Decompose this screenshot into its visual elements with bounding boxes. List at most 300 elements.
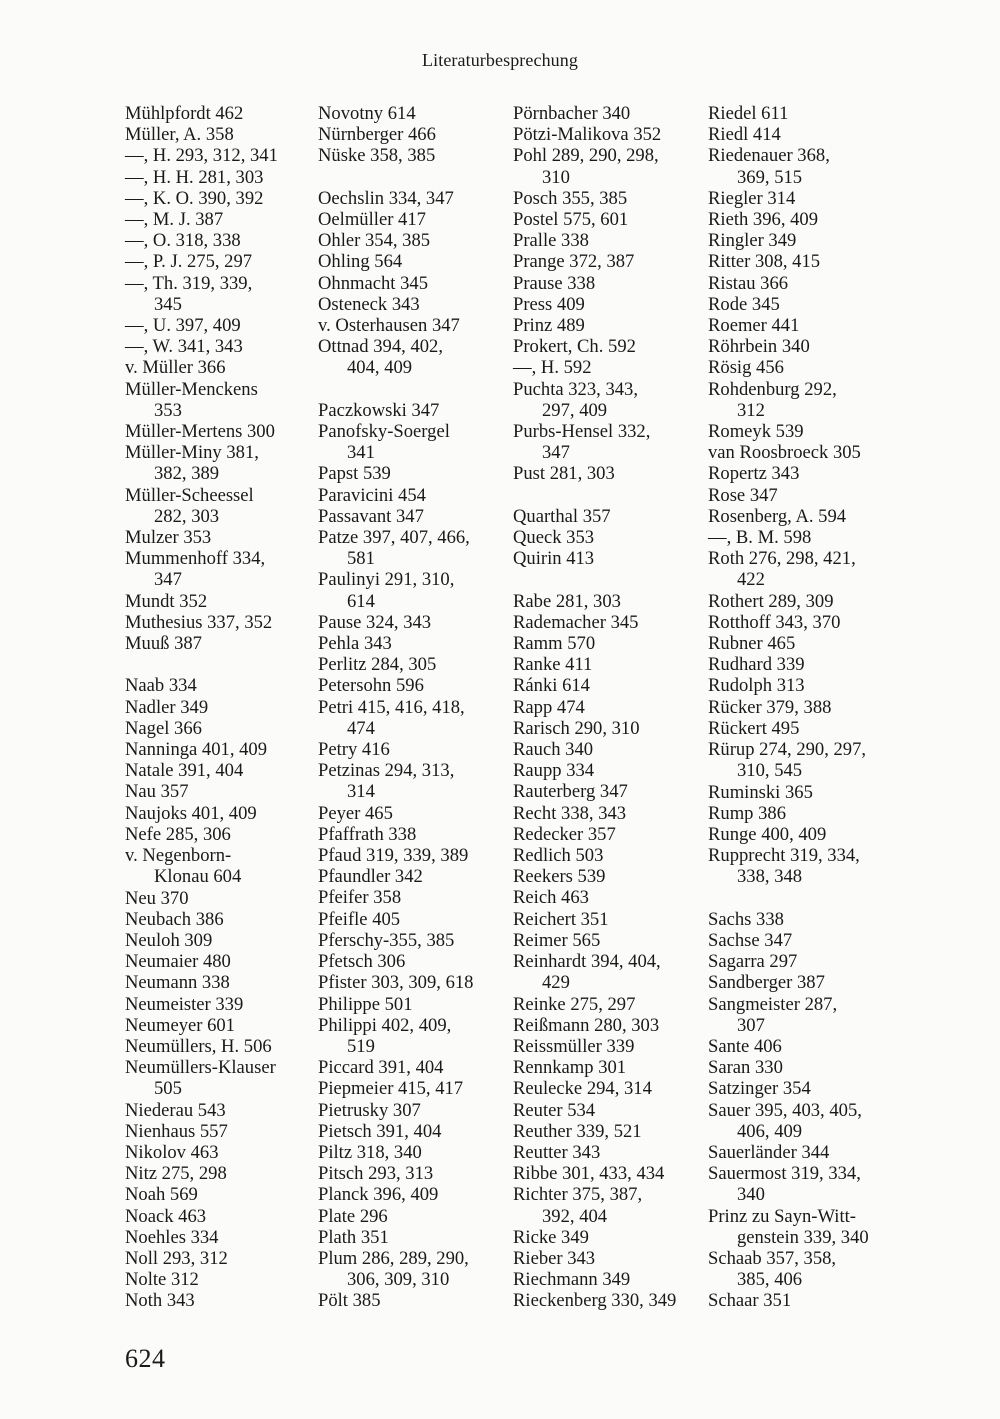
index-entry-text: Röhrbein 340 xyxy=(708,336,810,358)
index-entry xyxy=(708,230,893,251)
index-entry-continuation: 581 xyxy=(347,548,375,570)
index-entry-text: —, Th. 319, 339, xyxy=(125,272,253,294)
index-entry xyxy=(125,145,310,166)
index-entry-text: Müller-Menckens xyxy=(125,378,258,400)
index-entry-text: Rothert 289, 309 xyxy=(708,590,834,612)
index-entry xyxy=(318,845,503,866)
index-entry-text: Romeyk 539 xyxy=(708,421,804,443)
index-entry xyxy=(125,315,310,336)
index-entry-text: Müller-Miny 381, xyxy=(125,442,259,464)
index-entry-text: Noll 293, 312 xyxy=(125,1247,228,1269)
index-entry xyxy=(318,951,503,972)
index-entry xyxy=(708,782,893,803)
index-entry-text: Rösig 456 xyxy=(708,357,784,379)
index-entry-text: Neubach 386 xyxy=(125,908,224,930)
index-entry-text: Rieber 343 xyxy=(513,1247,596,1269)
index-entry-text: Novotny 614 xyxy=(318,103,416,124)
index-entry xyxy=(318,230,503,251)
index-entry xyxy=(513,209,698,230)
index-entry-text: Rennkamp 301 xyxy=(513,1057,627,1079)
index-entry-text: Oelmüller 417 xyxy=(318,209,426,230)
index-entry-text: Prinz zu Sayn-Witt- xyxy=(708,1205,856,1227)
index-entry xyxy=(125,994,310,1015)
index-entry-text: Noehles 334 xyxy=(125,1226,219,1248)
index-entry xyxy=(125,930,310,951)
index-entry-text: Pfeifer 358 xyxy=(318,887,402,909)
index-entry xyxy=(318,760,503,802)
index-entry xyxy=(708,591,893,612)
index-entry-text: Pfister 303, 309, 618 xyxy=(318,972,474,994)
index-entry-text: Pferschy-355, 385 xyxy=(318,929,455,951)
index-entry-text: Neumüllers, H. 506 xyxy=(125,1035,272,1057)
index-entry xyxy=(318,569,503,611)
index-entry-text: Reißmann 280, 303 xyxy=(513,1014,660,1036)
index-entry-text: Pfaud 319, 339, 389 xyxy=(318,845,469,867)
index-entry xyxy=(125,1142,310,1163)
index-entry xyxy=(318,1290,503,1311)
index-entry xyxy=(513,273,698,294)
index-entry-continuation: 369, 515 xyxy=(737,166,803,188)
index-entry xyxy=(318,633,503,654)
index-entry xyxy=(708,1078,893,1099)
index-entry xyxy=(513,103,698,124)
index-entry xyxy=(513,633,698,654)
index-entry-text: Pohl 289, 290, 298, xyxy=(513,145,659,167)
section-gap xyxy=(513,485,698,506)
index-entry xyxy=(318,506,503,527)
index-entry-text: Roemer 441 xyxy=(708,315,800,337)
index-entry-text: Nüske 358, 385 xyxy=(318,145,436,167)
index-entry xyxy=(125,485,310,527)
index-entry-text: Nadler 349 xyxy=(125,696,209,718)
index-entry xyxy=(125,230,310,251)
index-entry-text: Nagel 366 xyxy=(125,717,202,739)
index-entry-text: Raupp 334 xyxy=(513,760,595,782)
index-entry-text: Reulecke 294, 314 xyxy=(513,1078,652,1100)
index-entry-text: Nienhaus 557 xyxy=(125,1120,228,1142)
index-entry xyxy=(318,1142,503,1163)
index-entry xyxy=(513,697,698,718)
page-number: 624 xyxy=(125,1344,166,1373)
index-entry-text: Redecker 357 xyxy=(513,823,616,845)
index-entry-text: Neuloh 309 xyxy=(125,929,213,951)
index-entry-text: Mundt 352 xyxy=(125,590,208,612)
index-entry xyxy=(125,1121,310,1142)
index-entry xyxy=(318,654,503,675)
index-entry xyxy=(708,909,893,930)
index-entry-text: Rosenberg, A. 594 xyxy=(708,505,847,527)
index-entry-text: Sangmeister 287, xyxy=(708,993,838,1015)
index-entry xyxy=(125,888,310,909)
index-entry xyxy=(318,994,503,1015)
index-entry-text: Rubner 465 xyxy=(708,633,796,655)
index-entry xyxy=(125,209,310,230)
index-entry xyxy=(708,994,893,1036)
index-entry-text: Nanninga 401, 409 xyxy=(125,739,268,761)
index-entry-text: Pietsch 391, 404 xyxy=(318,1120,442,1142)
index-entry-text: —, U. 397, 409 xyxy=(125,315,241,337)
index-entry-text: Naujoks 401, 409 xyxy=(125,802,257,824)
index-entry-text: —, H. 592 xyxy=(513,357,592,379)
index-entry xyxy=(708,379,893,421)
index-entry xyxy=(708,357,893,378)
index-entry xyxy=(318,1015,503,1057)
index-entry xyxy=(125,421,310,442)
index-entry-text: Prause 338 xyxy=(513,272,596,294)
index-entry-text: Noth 343 xyxy=(125,1290,195,1312)
index-entry xyxy=(125,697,310,718)
index-entry-text: Noack 463 xyxy=(125,1205,207,1227)
index-entry xyxy=(125,188,310,209)
index-entry-text: Mulzer 353 xyxy=(125,527,212,549)
index-entry xyxy=(125,379,310,421)
index-entry xyxy=(708,485,893,506)
index-entry xyxy=(318,273,503,294)
index-entry-text: Sandberger 387 xyxy=(708,972,825,994)
index-entry xyxy=(318,1057,503,1078)
index-entry xyxy=(125,824,310,845)
index-entry-continuation: 353 xyxy=(154,399,182,421)
index-entry xyxy=(513,251,698,272)
index-entry-text: Sauerländer 344 xyxy=(708,1141,830,1163)
index-entry-continuation: 505 xyxy=(154,1078,182,1100)
index-entry xyxy=(513,951,698,993)
index-entry xyxy=(125,1036,310,1057)
index-entry xyxy=(318,1206,503,1227)
index-entry-text: Neumaier 480 xyxy=(125,951,231,973)
index-entry-text: Pölt 385 xyxy=(318,1290,381,1312)
index-entry-text: Plum 286, 289, 290, xyxy=(318,1247,469,1269)
index-entry xyxy=(513,527,698,548)
index-entry xyxy=(513,1121,698,1142)
index-entry xyxy=(513,930,698,951)
index-entry-text: Riechmann 349 xyxy=(513,1269,631,1291)
index-entry-continuation: 340 xyxy=(737,1184,765,1206)
index-entry-text: Philippe 501 xyxy=(318,993,413,1015)
index-entry xyxy=(708,209,893,230)
index-entry xyxy=(318,315,503,336)
index-entry xyxy=(708,315,893,336)
index-entry xyxy=(513,675,698,696)
index-entry-text: Rump 386 xyxy=(708,802,786,824)
index-entry-text: Planck 396, 409 xyxy=(318,1184,439,1206)
index-entry-text: Panofsky-Soergel xyxy=(318,421,450,443)
index-entry xyxy=(125,951,310,972)
index-entry xyxy=(708,145,893,187)
index-entry-text: Nitz 275, 298 xyxy=(125,1163,227,1185)
index-entry-text: Natale 391, 404 xyxy=(125,760,244,782)
index-entry-text: Roth 276, 298, 421, xyxy=(708,548,856,570)
index-entry-text: —, O. 318, 338 xyxy=(125,230,241,252)
index-entry-text: Osteneck 343 xyxy=(318,293,420,315)
index-entry xyxy=(513,506,698,527)
index-entry-text: Rapp 474 xyxy=(513,696,585,718)
index-entry-text: Runge 400, 409 xyxy=(708,823,827,845)
section-gap xyxy=(125,654,310,675)
index-entry-text: Rauch 340 xyxy=(513,739,594,761)
index-entry-continuation: 614 xyxy=(347,590,375,612)
index-entry xyxy=(708,251,893,272)
index-entry-continuation: 347 xyxy=(154,569,182,591)
index-entry xyxy=(125,1184,310,1205)
index-entry xyxy=(708,442,893,463)
index-entry-text: Schaar 351 xyxy=(708,1290,792,1312)
index-entry xyxy=(513,1036,698,1057)
index-entry-text: Neumeister 339 xyxy=(125,993,244,1015)
index-entry xyxy=(318,697,503,739)
index-entry-text: Ringler 349 xyxy=(708,230,797,252)
index-entry xyxy=(708,1057,893,1078)
index-entry-text: Pfetsch 306 xyxy=(318,951,406,973)
index-entry xyxy=(318,824,503,845)
index-entry-text: Queck 353 xyxy=(513,527,595,549)
index-entry-text: Nürnberger 466 xyxy=(318,124,436,146)
index-entry xyxy=(513,463,698,484)
index-entry xyxy=(513,336,698,357)
index-entry-text: Sagarra 297 xyxy=(708,951,798,973)
index-entry xyxy=(125,548,310,590)
index-entry xyxy=(125,612,310,633)
index-entry-text: Recht 338, 343 xyxy=(513,802,627,824)
index-entry-text: Rabe 281, 303 xyxy=(513,590,621,612)
index-entry-text: Rudhard 339 xyxy=(708,654,805,676)
index-entry-text: Petry 416 xyxy=(318,739,390,761)
index-entry-continuation: 474 xyxy=(347,717,375,739)
index-entry xyxy=(125,909,310,930)
index-entry-continuation: genstein 339, 340 xyxy=(737,1226,869,1248)
index-entry-text: Sachs 338 xyxy=(708,908,784,930)
index-entry xyxy=(125,167,310,188)
index-entry xyxy=(318,209,503,230)
index-entry xyxy=(513,421,698,463)
index-entry xyxy=(318,336,503,378)
index-entry-text: Saran 330 xyxy=(708,1057,783,1079)
index-entry-text: Pfaundler 342 xyxy=(318,866,423,888)
index-entry-text: Rupprecht 319, 334, xyxy=(708,845,860,867)
index-entry-continuation: 297, 409 xyxy=(542,399,608,421)
index-entry xyxy=(318,866,503,887)
index-entry xyxy=(513,994,698,1015)
index-entry-text: —, M. J. 387 xyxy=(125,209,224,231)
index-entry xyxy=(708,527,893,548)
index-entry-text: Piccard 391, 404 xyxy=(318,1057,444,1079)
index-entry xyxy=(318,1078,503,1099)
index-entry-text: Sauermost 319, 334, xyxy=(708,1163,861,1185)
index-entry xyxy=(125,1248,310,1269)
index-entry xyxy=(708,188,893,209)
index-entry xyxy=(318,1100,503,1121)
index-entry-text: Pfeifle 405 xyxy=(318,908,401,930)
index-entry-text: Reinhardt 394, 404, xyxy=(513,951,661,973)
index-entry xyxy=(708,951,893,972)
index-entry xyxy=(513,845,698,866)
index-entry xyxy=(708,633,893,654)
index-entry-continuation: 306, 309, 310 xyxy=(347,1269,450,1291)
index-entry-text: Ottnad 394, 402, xyxy=(318,336,443,358)
index-entry xyxy=(318,463,503,484)
index-entry xyxy=(125,972,310,993)
section-gap xyxy=(318,379,503,400)
index-entry xyxy=(513,188,698,209)
index-entry-text: Sauer 395, 403, 405, xyxy=(708,1099,862,1121)
index-entry-text: Rotthoff 343, 370 xyxy=(708,611,841,633)
index-entry-text: Rohdenburg 292, xyxy=(708,378,837,400)
index-entry-text: Posch 355, 385 xyxy=(513,187,628,209)
index-entry xyxy=(513,803,698,824)
index-entry-text: Noah 569 xyxy=(125,1184,198,1206)
index-entry-text: Reichert 351 xyxy=(513,908,609,930)
index-entry xyxy=(318,421,503,463)
index-entry-continuation: 314 xyxy=(347,781,375,803)
index-entry-text: Ranke 411 xyxy=(513,654,593,676)
index-entry xyxy=(125,251,310,272)
index-entry xyxy=(513,145,698,187)
index-entry-text: Neu 370 xyxy=(125,887,189,909)
index-entry-text: —, K. O. 390, 392 xyxy=(125,187,264,209)
index-entry-text: Pietrusky 307 xyxy=(318,1099,421,1121)
index-entry xyxy=(513,909,698,930)
index-entry xyxy=(125,1227,310,1248)
index-entry-text: Reekers 539 xyxy=(513,866,606,888)
index-entry xyxy=(318,103,503,124)
index-entry-continuation: 519 xyxy=(347,1035,375,1057)
index-entry-continuation: 347 xyxy=(542,442,570,464)
index-entry xyxy=(513,1269,698,1290)
index-entry xyxy=(125,675,310,696)
index-entry xyxy=(708,103,893,124)
index-entry-text: Ránki 614 xyxy=(513,675,590,697)
index-entry-text: Paulinyi 291, 310, xyxy=(318,569,455,591)
index-entry-text: Rademacher 345 xyxy=(513,611,639,633)
index-entry-text: Müller-Mertens 300 xyxy=(125,421,275,443)
index-entry-continuation: 282, 303 xyxy=(154,505,220,527)
index-entry-text: —, B. M. 598 xyxy=(708,527,812,549)
index-entry-text: Rieckenberg 330, 349 xyxy=(513,1290,677,1312)
index-entry-text: Petersohn 596 xyxy=(318,675,424,697)
index-entry-text: Reuter 534 xyxy=(513,1099,596,1121)
index-entry-text: —, P. J. 275, 297 xyxy=(125,251,253,273)
index-entry xyxy=(708,675,893,696)
index-entry xyxy=(708,1248,893,1290)
index-entry-text: —, H. 293, 312, 341 xyxy=(125,145,278,167)
index-entry-text: Nefe 285, 306 xyxy=(125,823,231,845)
index-entry xyxy=(513,781,698,802)
index-entry xyxy=(708,612,893,633)
index-entry-text: Naab 334 xyxy=(125,675,197,697)
index-entry xyxy=(318,251,503,272)
index-entry-continuation: 310 xyxy=(542,166,570,188)
index-entry-text: Reimer 565 xyxy=(513,929,601,951)
index-entry xyxy=(125,1269,310,1290)
index-entry xyxy=(513,1163,698,1184)
index-entry-text: Schaab 357, 358, xyxy=(708,1247,837,1269)
index-entry-text: Ricke 349 xyxy=(513,1226,589,1248)
index-entry-text: Mummenhoff 334, xyxy=(125,548,266,570)
index-entry xyxy=(708,824,893,845)
index-entry xyxy=(513,612,698,633)
index-entry xyxy=(125,442,310,484)
index-column-2 xyxy=(318,103,503,1312)
index-entry xyxy=(125,718,310,739)
index-entry xyxy=(125,1290,310,1311)
section-gap xyxy=(708,888,893,909)
index-entry-continuation: 404, 409 xyxy=(347,357,413,379)
index-entry xyxy=(513,1057,698,1078)
index-entry-text: Nikolov 463 xyxy=(125,1141,219,1163)
index-entry xyxy=(513,379,698,421)
index-entry xyxy=(318,145,503,166)
index-entry xyxy=(318,803,503,824)
index-entry xyxy=(318,1121,503,1142)
index-entry xyxy=(125,760,310,781)
index-entry-text: Pörnbacher 340 xyxy=(513,103,631,124)
index-entry xyxy=(708,124,893,145)
index-entry-text: Rode 345 xyxy=(708,293,780,315)
index-entry xyxy=(513,1142,698,1163)
index-entry-continuation: Klonau 604 xyxy=(154,866,242,888)
index-entry-text: Pause 324, 343 xyxy=(318,611,432,633)
index-entry-text: Ritter 308, 415 xyxy=(708,251,821,273)
index-entry-text: Philippi 402, 409, xyxy=(318,1014,452,1036)
index-entry xyxy=(318,1248,503,1290)
index-entry-text: Muthesius 337, 352 xyxy=(125,611,273,633)
index-entry xyxy=(125,1015,310,1036)
index-entry xyxy=(318,1227,503,1248)
index-entry xyxy=(125,633,310,654)
index-entry-text: Müller-Scheessel xyxy=(125,484,254,506)
index-entry-text: Nolte 312 xyxy=(125,1269,199,1291)
index-entry-text: Pust 281, 303 xyxy=(513,463,615,485)
index-entry-text: Quarthal 357 xyxy=(513,505,611,527)
index-entry xyxy=(708,294,893,315)
index-entry-text: Nau 357 xyxy=(125,781,189,803)
index-entry-text: Rürup 274, 290, 297, xyxy=(708,739,867,761)
index-entry xyxy=(708,718,893,739)
index-entry-text: Rückert 495 xyxy=(708,717,800,739)
index-entry-text: Rücker 379, 388 xyxy=(708,696,832,718)
index-entry-text: Neumeyer 601 xyxy=(125,1014,235,1036)
index-entry-text: Rose 347 xyxy=(708,484,778,506)
index-entry-text: Patze 397, 407, 466, xyxy=(318,527,470,549)
index-entry xyxy=(708,506,893,527)
index-entry xyxy=(708,1100,893,1142)
index-entry xyxy=(513,591,698,612)
index-entry-text: Rudolph 313 xyxy=(708,675,805,697)
index-entry xyxy=(708,845,893,887)
index-entry-text: Piepmeier 415, 417 xyxy=(318,1078,464,1100)
index-entry-continuation: 392, 404 xyxy=(542,1205,608,1227)
index-entry xyxy=(318,1163,503,1184)
index-entry-text: van Roosbroeck 305 xyxy=(708,442,861,464)
index-entry xyxy=(708,273,893,294)
index-entry-text: Oechslin 334, 347 xyxy=(318,187,454,209)
index-column-1 xyxy=(125,103,310,1312)
index-entry-text: Riedel 611 xyxy=(708,103,789,124)
index-entry xyxy=(513,315,698,336)
index-entry xyxy=(708,803,893,824)
index-entry xyxy=(318,675,503,696)
index-entry xyxy=(513,718,698,739)
index-entry xyxy=(513,1248,698,1269)
index-entry xyxy=(708,1290,893,1311)
index-entry xyxy=(318,188,503,209)
index-entry-text: Sachse 347 xyxy=(708,929,793,951)
index-entry-text: Passavant 347 xyxy=(318,505,424,527)
index-entry-text: Press 409 xyxy=(513,293,585,315)
index-entry xyxy=(125,1163,310,1184)
index-entry-text: Puchta 323, 343, xyxy=(513,378,638,400)
index-entry xyxy=(318,124,503,145)
